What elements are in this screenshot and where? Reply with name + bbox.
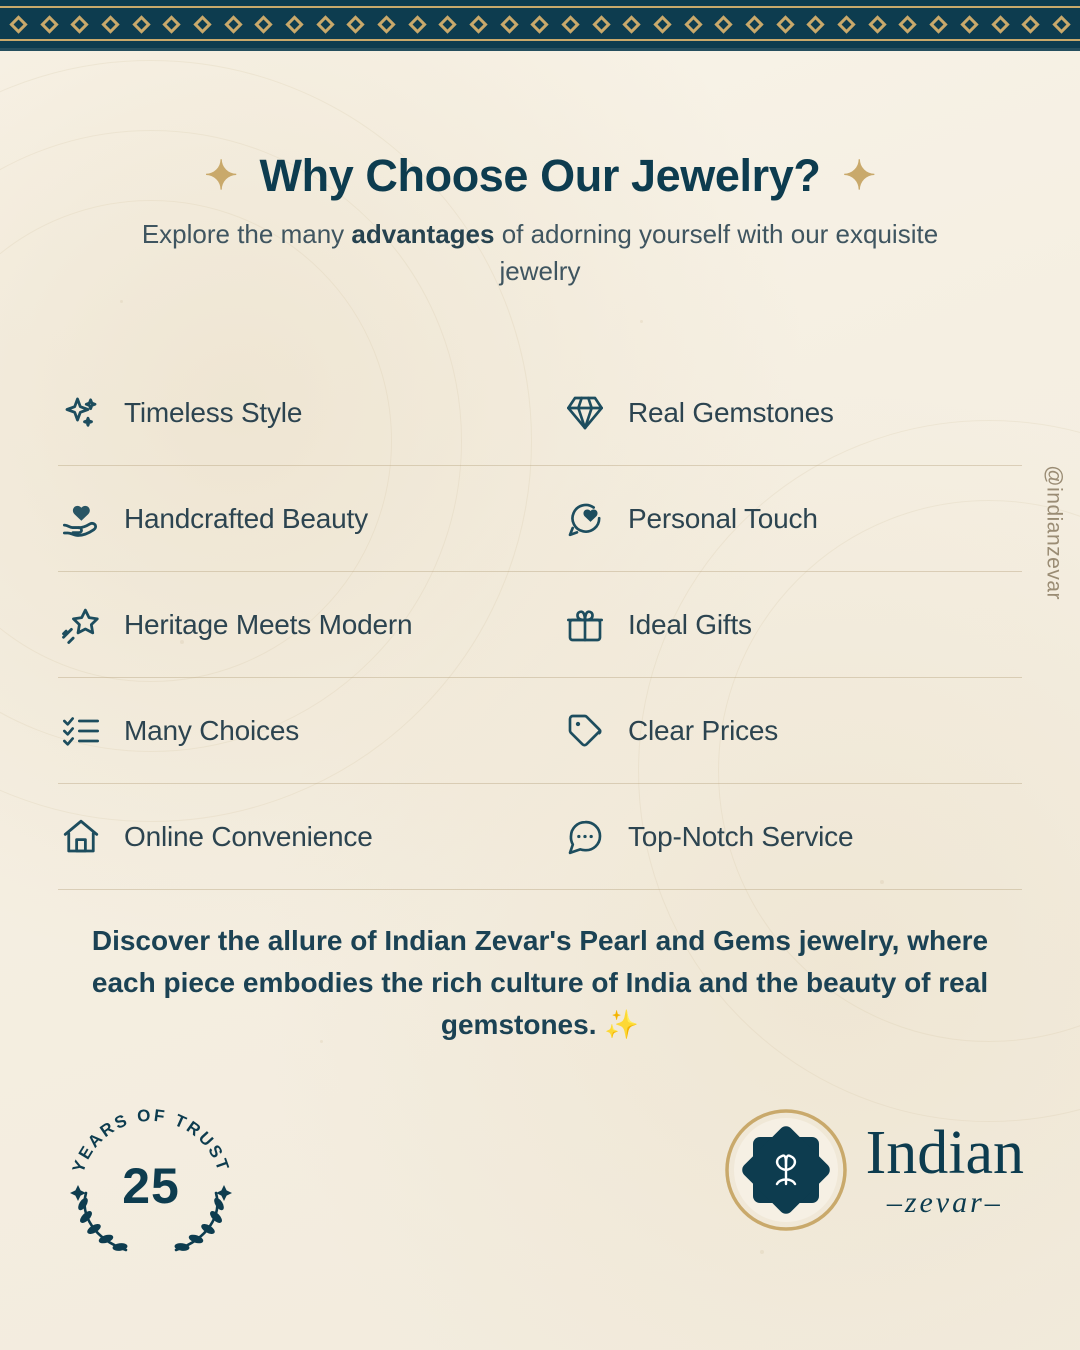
diamond-icon: [776, 15, 794, 33]
feature-label: Personal Touch: [628, 502, 818, 534]
diamond-icon: [531, 15, 549, 33]
diamond-icon: [469, 15, 487, 33]
feature-label: Top-Notch Service: [628, 820, 854, 852]
logo-name: Indian: [865, 1119, 1024, 1187]
feature-label: Many Choices: [124, 714, 300, 746]
diamond-icon: [868, 15, 886, 33]
feature-label: Timeless Style: [124, 396, 303, 428]
feature-item-online-convenience: [58, 784, 540, 889]
subtitle: [110, 216, 970, 290]
header-section: [0, 150, 1080, 290]
diamond-icon: [653, 15, 671, 33]
feature-item-clear-prices: [540, 678, 1022, 783]
feature-label: Online Convenience: [124, 820, 373, 852]
feature-row: [58, 572, 1022, 678]
logo-mark-icon: [724, 1108, 848, 1232]
diamond-icon: [899, 15, 917, 33]
brand-logo: [724, 1108, 1024, 1232]
feature-label: Heritage Meets Modern: [124, 608, 413, 640]
diamond-icon: [561, 15, 579, 33]
diamond-icon: [1052, 15, 1070, 33]
feature-label: Handcrafted Beauty: [124, 502, 368, 534]
feature-row: [58, 360, 1022, 466]
diamond-icon: [807, 15, 825, 33]
sparkle-icon: [58, 390, 104, 436]
subtitle-after: of adorning yourself with our exquisite jewelry: [494, 219, 939, 286]
svg-text:YEARS OF TRUST: YEARS OF TRUST: [68, 1105, 234, 1176]
feature-label: Clear Prices: [628, 714, 779, 746]
sparkle-left-icon: ✦: [204, 154, 238, 198]
diamond-icon: [715, 15, 733, 33]
diamond-motif-row: [0, 12, 1080, 36]
diamond-icon: [408, 15, 426, 33]
feature-label: Real Gemstones: [628, 396, 834, 428]
diamond-icon: [745, 15, 763, 33]
diamond-icon: [285, 15, 303, 33]
diamond-icon: [377, 15, 395, 33]
diamond-icon: [684, 15, 702, 33]
top-decorative-band: [0, 0, 1080, 48]
feature-row: [58, 784, 1022, 890]
band-bottom-strip: [0, 48, 1080, 51]
chat-bubble-icon: [562, 814, 608, 860]
feature-item-many-choices: [58, 678, 540, 783]
gem-icon: [562, 390, 608, 436]
years-of-trust-badge: [56, 1105, 246, 1265]
handcrafted-heart-icon: [58, 496, 104, 542]
diamond-icon: [101, 15, 119, 33]
diamond-icon: [132, 15, 150, 33]
diamond-icon: [163, 15, 181, 33]
diamond-icon: [316, 15, 334, 33]
logo-subname: –zevar–: [886, 1186, 1003, 1219]
page-title-text: Why Choose Our Jewelry?: [259, 150, 821, 201]
feature-row: [58, 466, 1022, 572]
diamond-icon: [991, 15, 1009, 33]
feature-item-heritage-meets-modern: [58, 572, 540, 677]
feature-row: [58, 678, 1022, 784]
diamond-icon: [439, 15, 457, 33]
diamond-icon: [347, 15, 365, 33]
diamond-icon: [71, 15, 89, 33]
diamond-icon: [960, 15, 978, 33]
page-title: [204, 150, 875, 202]
chat-heart-icon: [562, 496, 608, 542]
checklist-icon: [58, 708, 104, 754]
gift-icon: [562, 602, 608, 648]
feature-label: Ideal Gifts: [628, 608, 752, 640]
band-line-bottom: [0, 39, 1080, 41]
diamond-icon: [929, 15, 947, 33]
feature-item-ideal-gifts: [540, 572, 1022, 677]
feature-item-timeless-style: [58, 360, 540, 465]
diamond-icon: [1021, 15, 1039, 33]
diamond-icon: [224, 15, 242, 33]
feature-item-top-notch-service: [540, 784, 1022, 889]
diamond-icon: [40, 15, 58, 33]
shooting-star-icon: [58, 602, 104, 648]
price-tag-icon: [562, 708, 608, 754]
feature-item-handcrafted-beauty: [58, 466, 540, 571]
sparkle-right-icon: ✦: [842, 154, 876, 198]
logo-wordmark: [865, 1119, 1024, 1219]
diamond-icon: [9, 15, 27, 33]
social-handle: @indianzevar: [1043, 465, 1066, 600]
diamond-icon: [592, 15, 610, 33]
subtitle-before: Explore the many: [141, 219, 352, 249]
diamond-icon: [623, 15, 641, 33]
diamond-icon: [193, 15, 211, 33]
diamond-icon: [500, 15, 518, 33]
home-icon: [58, 814, 104, 860]
badge-number: 25: [122, 1158, 180, 1214]
feature-item-personal-touch: [540, 466, 1022, 571]
features-grid: [58, 360, 1022, 890]
band-line-top: [0, 6, 1080, 8]
tagline: Discover the allure of Indian Zevar's Pearl and Gems jewelry, where each piece embodies the rich culture of India and the beauty of real gemstones. ✨: [91, 925, 989, 1040]
feature-item-real-gemstones: [540, 360, 1022, 465]
diamond-icon: [255, 15, 273, 33]
subtitle-emphasis: advantages: [351, 219, 495, 249]
diamond-icon: [837, 15, 855, 33]
